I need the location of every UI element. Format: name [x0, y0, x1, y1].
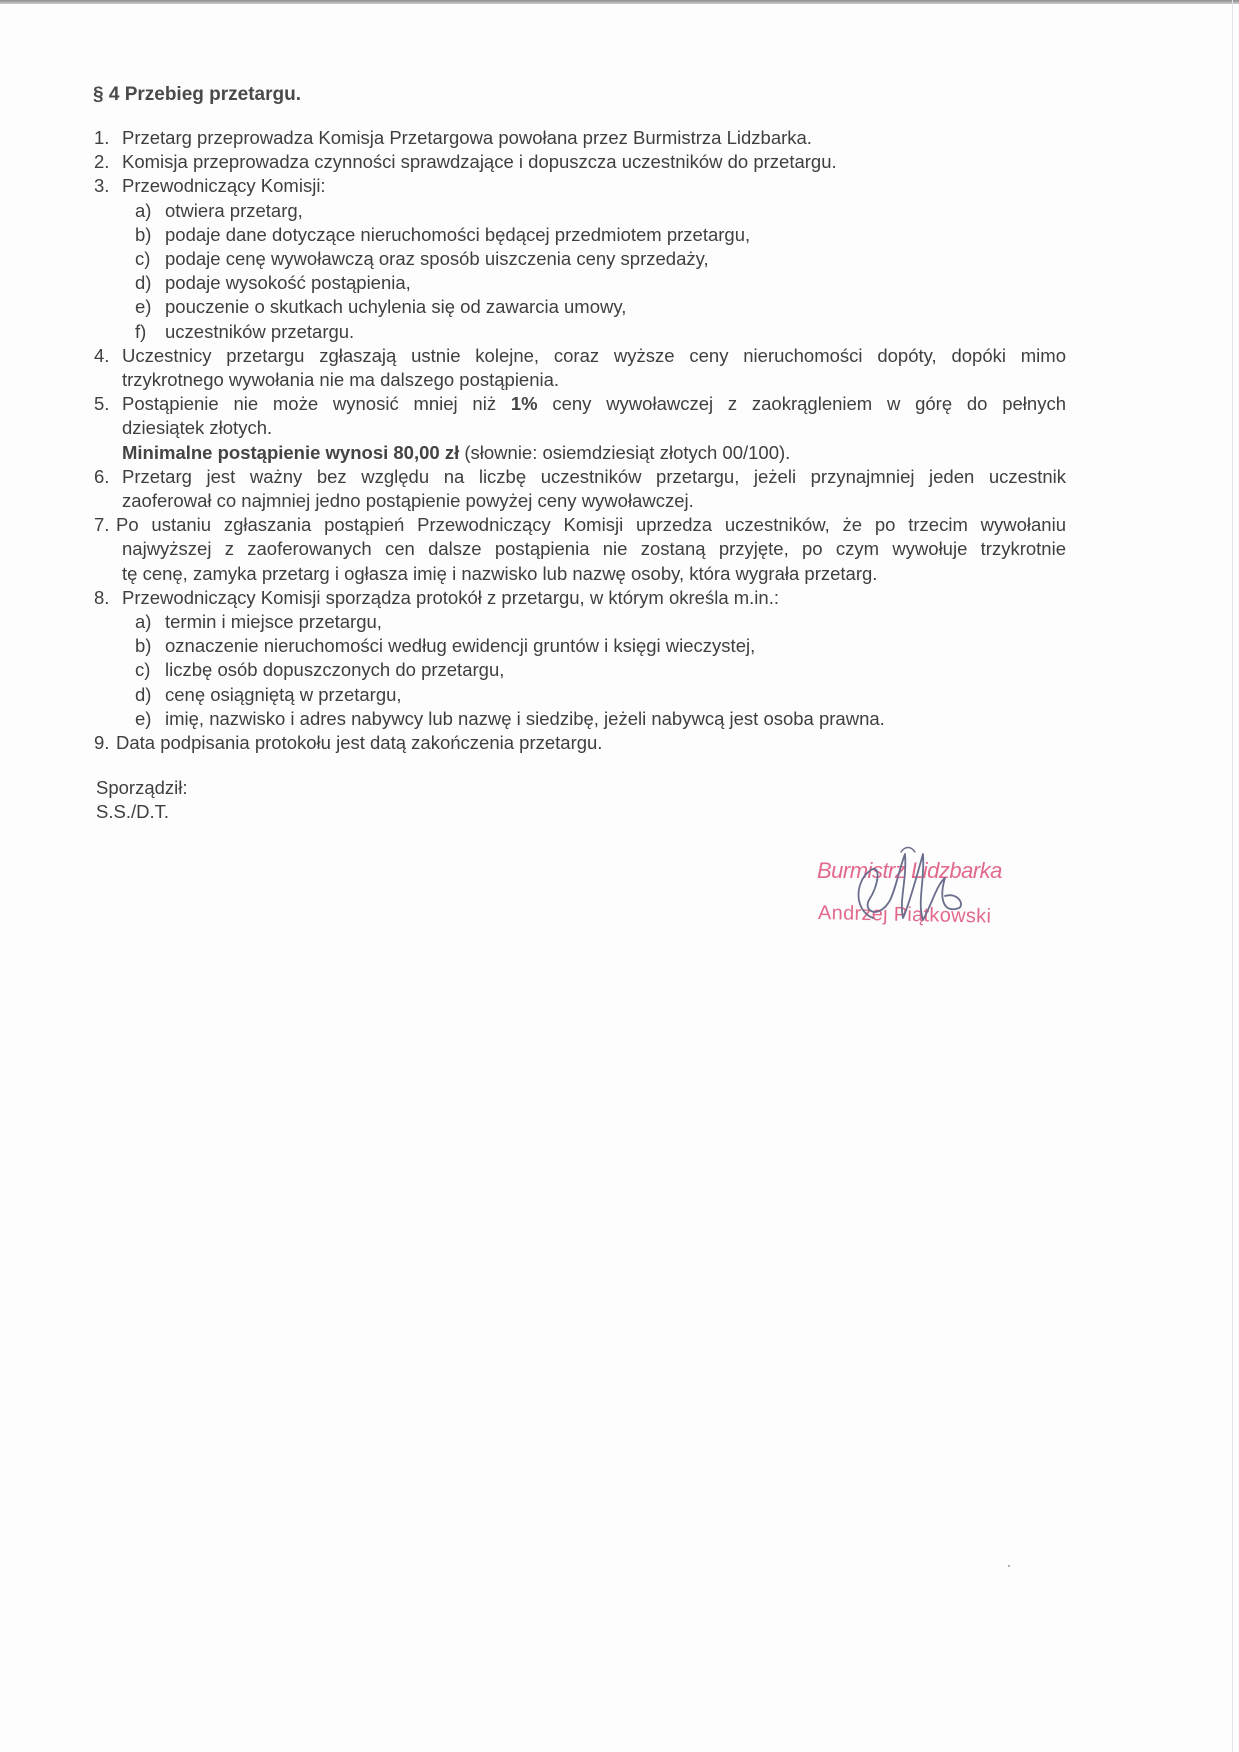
item-text: Przewodniczący Komisji: — [122, 175, 326, 197]
sub-text: podaje cenę wywoławczą oraz sposób uiszczenia ceny sprzedaży, — [165, 248, 709, 270]
sub-label: b) — [135, 635, 152, 657]
sub-text: podaje dane dotyczące nieruchomości będącej przedmiotem przetargu, — [165, 223, 751, 245]
item-number: 6. — [94, 465, 110, 487]
item-continuation — [94, 441, 1094, 465]
sub-item — [94, 610, 1094, 634]
item-continuation: trzykrotnego wywołania nie ma dalszego postąpienia. — [122, 369, 560, 391]
list-item-1 — [94, 126, 1094, 150]
item-number: 7. — [94, 514, 110, 536]
item-text: Przetarg przeprowadza Komisja Przetargowa powołana przez Burmistrza Lidzbarka. — [122, 127, 812, 148]
sub-label: b) — [135, 223, 152, 245]
item-text: Data podpisania protokołu jest datą zakończenia przetargu. — [116, 732, 603, 754]
item-continuation: dziesiątek złotych. — [122, 417, 273, 439]
section-title: § 4 Przebieg przetargu. — [93, 84, 302, 105]
list-item-4 — [94, 344, 1094, 368]
item-continuation — [94, 537, 1094, 561]
minimum-bid-text: Minimalne postąpienie wynosi 80,00 zł — [122, 441, 460, 463]
handwritten-signature — [833, 840, 1003, 930]
item-number: 9. — [94, 732, 110, 754]
item-text: najwyższej z zaoferowanych cen dalsze postąpienia nie zostaną przyjęte, po czym wywołuje trzykrotnie — [122, 538, 1066, 560]
sub-text: oznaczenie nieruchomości według ewidencji gruntów i księgi wieczystej, — [165, 635, 756, 657]
item-number: 1. — [94, 127, 110, 148]
sub-label: d) — [135, 683, 152, 705]
item-number: 5. — [94, 393, 110, 415]
item-number: 3. — [94, 175, 110, 197]
list-item-2 — [94, 150, 1094, 174]
list-item-5 — [94, 392, 1094, 416]
item-text: Postąpienie nie może wynosić mniej niż — [122, 393, 497, 415]
minimum-bid-words: (słownie: osiemdziesiąt złotych 00/100). — [464, 441, 791, 463]
item-text: Po ustaniu zgłaszania postąpień Przewodniczący Komisji uprzedza uczestników, że po trzecim wywołaniu — [116, 514, 1066, 536]
sub-text: pouczenie o skutkach uchylenia się od zawarcia umowy, — [165, 296, 627, 318]
item-text: Komisja przeprowadza czynności sprawdzające i dopuszcza uczestników do przetargu. — [122, 151, 837, 173]
item-text: ceny wywoławczej z zaokrągleniem w górę do pełnych — [552, 393, 1066, 415]
list-item-6 — [94, 465, 1094, 489]
sub-item — [94, 247, 1094, 271]
procedure-list — [94, 126, 1094, 755]
sub-label: c) — [135, 659, 151, 681]
sub-label: a) — [135, 611, 152, 633]
prepared-by — [96, 776, 188, 824]
stamp-name: Andrzej Piątkowski — [817, 902, 992, 928]
scan-top-edge — [0, 0, 1239, 4]
list-item-3 — [94, 174, 1094, 198]
sub-label: c) — [135, 248, 151, 270]
item-continuation: zaoferował co najmniej jedno postąpienie powyżej ceny wywoławczej. — [122, 490, 694, 512]
prepared-initials: S.S./D.T. — [96, 801, 169, 822]
sub-label: d) — [135, 272, 152, 294]
item-number: 4. — [94, 344, 110, 366]
prepared-label: Sporządził: — [96, 777, 188, 798]
sub-label: e) — [135, 707, 152, 729]
sub-label: a) — [135, 199, 152, 221]
sub-text: uczestników przetargu. — [165, 320, 355, 342]
sub-item — [94, 199, 1094, 223]
sub-item — [94, 683, 1094, 707]
sub-item — [94, 707, 1094, 731]
scan-speck — [1008, 1565, 1010, 1567]
percent-value: 1% — [510, 393, 538, 415]
sub-text: termin i miejsce przetargu, — [165, 611, 382, 633]
sub-text: liczbę osób dopuszczonych do przetargu, — [165, 659, 505, 681]
sub-text: cenę osiągniętą w przetargu, — [165, 683, 402, 705]
list-item-7 — [94, 513, 1094, 537]
mayor-stamp — [815, 840, 1035, 940]
sub-text: podaje wysokość postąpienia, — [165, 272, 411, 294]
sub-item — [94, 271, 1094, 295]
item-number: 8. — [94, 586, 110, 608]
list-item-8 — [94, 586, 1094, 610]
item-continuation: tę cenę, zamyka przetarg i ogłasza imię i nazwisko lub nazwę osoby, która wygrała przetarg. — [122, 562, 878, 584]
item-text: Uczestnicy przetargu zgłaszają ustnie kolejne, coraz wyższe ceny nieruchomości dopóty, dopóki mimo — [122, 344, 1066, 366]
list-item-9 — [94, 731, 1094, 755]
sub-item — [94, 634, 1094, 658]
sub-item — [94, 320, 1094, 344]
stamp-title: Burmistrz Lidzbarka — [817, 858, 1002, 883]
scan-right-edge — [1232, 0, 1233, 1752]
sub-label: e) — [135, 296, 152, 318]
item-text: Przewodniczący Komisji sporządza protokół z przetargu, w którym określa m.in.: — [122, 586, 779, 608]
sub-item — [94, 223, 1094, 247]
item-number: 2. — [94, 151, 110, 173]
sub-item — [94, 658, 1094, 682]
sub-text: imię, nazwisko i adres nabywcy lub nazwę i siedzibę, jeżeli nabywcą jest osoba prawna. — [165, 707, 885, 729]
item-text: Przetarg jest ważny bez względu na liczbę uczestników przetargu, jeżeli przynajmniej jeden uczestnik — [122, 465, 1066, 487]
sub-item — [94, 295, 1094, 319]
sub-text: otwiera przetarg, — [165, 199, 303, 221]
sub-label: f) — [135, 320, 147, 342]
